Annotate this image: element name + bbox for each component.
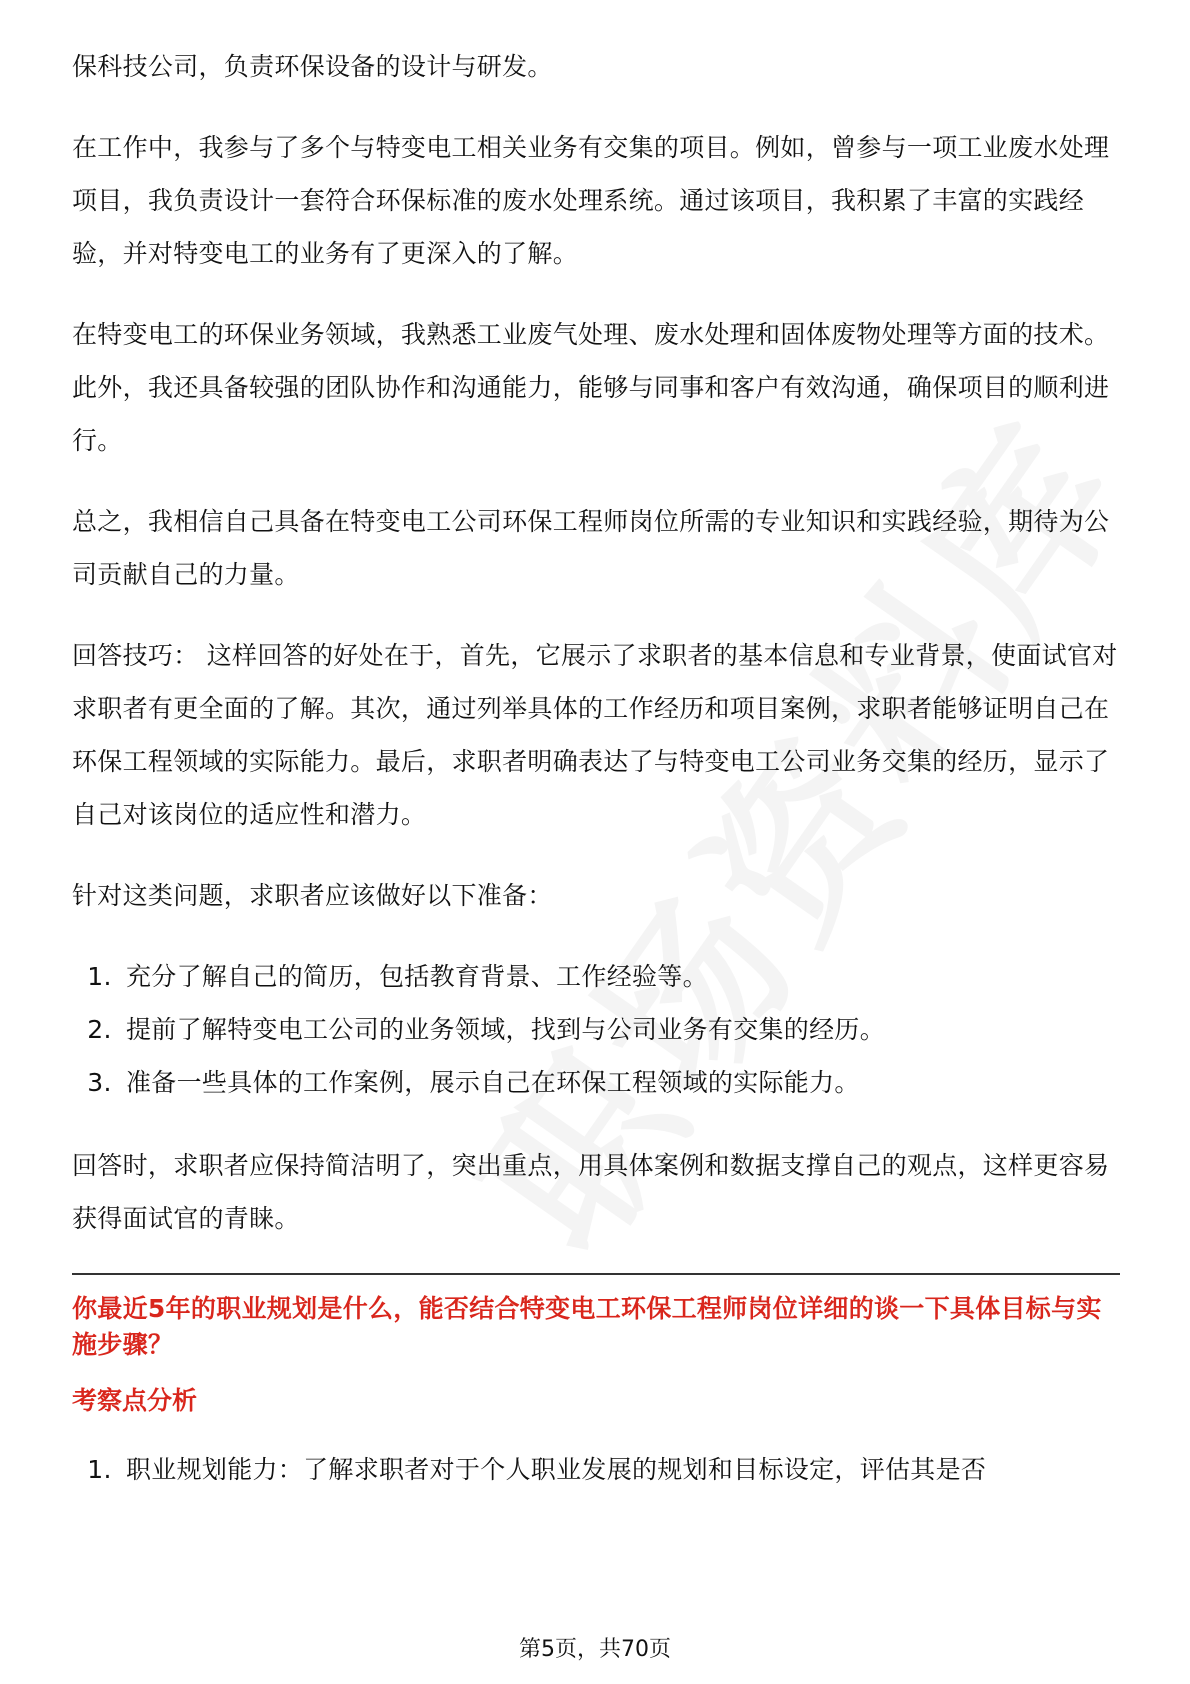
list-item: 1. 充分了解自己的简历，包括教育背景、工作经验等。 [120,950,1120,1003]
list-item: 3. 准备一些具体的工作案例，展示自己在环保工程领域的实际能力。 [120,1056,1120,1109]
paragraph-closing: 回答时，求职者应保持简洁明了，突出重点，用具体案例和数据支撑自己的观点，这样更容易获得面试官的青睐。 [72,1151,1110,1233]
paragraph-prep-intro: 针对这类问题，求职者应该做好以下准备： [72,881,553,910]
paragraph-skills: 在特变电工的环保业务领域，我熟悉工业废气处理、废水处理和固体废物处理等方面的技术。此外，我还具备较强的团队协作和沟通能力，能够与同事和客户有效沟通，确保项目的顺利进行。 [72,320,1110,455]
paragraph-project-experience: 在工作中，我参与了多个与特变电工相关业务有交集的项目。例如，曾参与一项工业废水处理项目，我负责设计一套符合环保标准的废水处理系统。通过该项目，我积累了丰富的实践经验，并对特变电工的业务有了更深入的了解。 [72,133,1110,268]
prep-list [72,950,1120,1109]
list-item: 1. 职业规划能力：了解求职者对于个人职业发展的规划和目标设定，评估其是否 [120,1443,1120,1496]
paragraph-summary: 总之，我相信自己具备在特变电工公司环保工程师岗位所需的专业知识和实践经验，期待为公司贡献自己的力量。 [72,507,1110,589]
page-number: 第5页，共70页 [519,1637,671,1662]
question-heading: 你最近5年的职业规划是什么，能否结合特变电工环保工程师岗位详细的谈一下具体目标与实施步骤？ [72,1294,1102,1359]
document-body [72,40,1120,1496]
paragraph-intro-tail: 保科技公司，负责环保设备的设计与研发。 [72,52,553,81]
list-item: 2. 提前了解特变电工公司的业务领域，找到与公司业务有交集的经历。 [120,1003,1120,1056]
analysis-list [72,1443,1120,1496]
paragraph-answer-tips: 回答技巧： 这样回答的好处在于，首先，它展示了求职者的基本信息和专业背景，使面试官对求职者有更全面的了解。其次，通过列举具体的工作经历和项目案例，求职者能够证明自己在环保工程领域的实际能力。最后，求职者明确表达了与特变电工公司业务交集的经历，显示了自己对该岗位的适应性和潜力。 [72,641,1118,829]
analysis-heading: 考察点分析 [72,1386,198,1415]
section-divider [72,1273,1120,1275]
